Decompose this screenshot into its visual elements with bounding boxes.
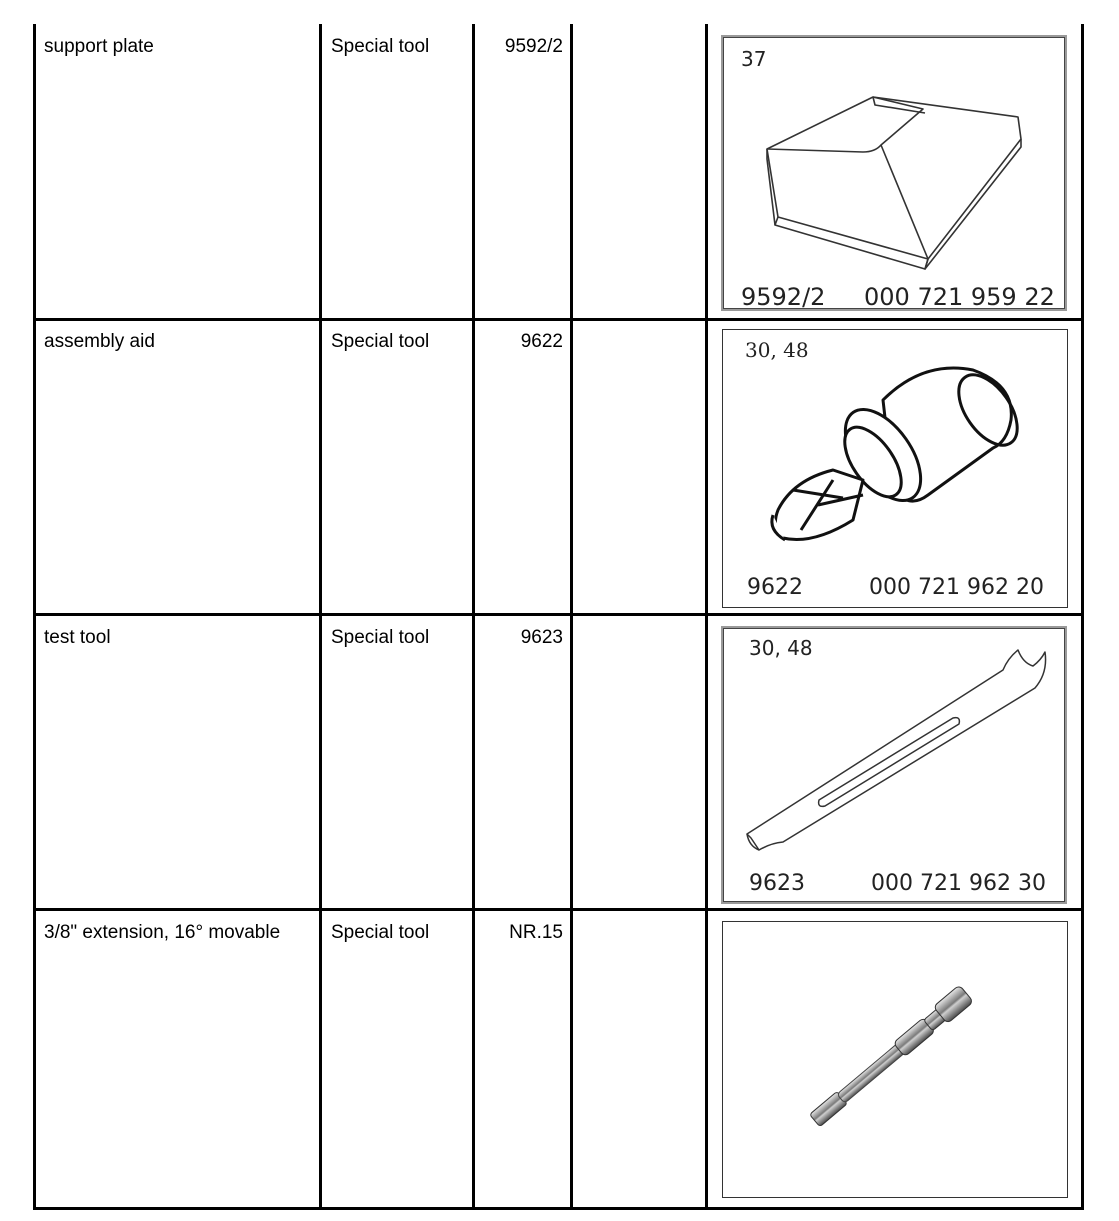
tool-description: test tool <box>44 627 111 648</box>
tool-illustration <box>721 626 1067 904</box>
extension-bar-photo <box>723 922 1067 1197</box>
tool-photo <box>722 921 1068 1198</box>
row-divider <box>33 908 1084 911</box>
tool-description: support plate <box>44 36 154 57</box>
tool-type: Special tool <box>331 922 430 943</box>
illustration-part-number: 000 721 962 20 <box>869 575 1044 600</box>
table-border-right <box>1081 24 1084 1210</box>
table-border-bottom <box>33 1207 1084 1210</box>
tool-illustration <box>721 35 1067 311</box>
tool-number: 9592/2 <box>504 36 563 57</box>
illustration-reference: 37 <box>741 47 767 71</box>
column-divider <box>472 24 475 1210</box>
tool-type: Special tool <box>331 627 430 648</box>
assembly-aid-icon <box>723 330 1067 607</box>
tool-type: Special tool <box>331 331 430 352</box>
illustration-part-number: 000 721 959 22 <box>864 283 1055 311</box>
tool-description: assembly aid <box>44 331 155 352</box>
illustration-reference: 30, 48 <box>745 338 809 362</box>
tool-number: 9623 <box>520 627 563 648</box>
column-divider <box>319 24 322 1210</box>
row-divider <box>33 318 1084 321</box>
tool-number: 9622 <box>520 331 563 352</box>
tool-number: NR.15 <box>509 922 563 943</box>
tool-illustration <box>722 329 1068 608</box>
test-tool-icon <box>723 628 1065 902</box>
column-divider <box>570 24 573 1210</box>
row-divider <box>33 613 1084 616</box>
tool-description: 3/8" extension, 16° movable <box>44 922 281 943</box>
column-divider <box>705 24 708 1210</box>
illustration-tool-code: 9622 <box>747 575 803 600</box>
illustration-part-number: 000 721 962 30 <box>871 871 1046 896</box>
illustration-tool-code: 9592/2 <box>741 283 826 311</box>
illustration-reference: 30, 48 <box>749 636 813 660</box>
support-plate-icon <box>723 37 1065 309</box>
table-border-left <box>33 24 36 1210</box>
illustration-tool-code: 9623 <box>749 871 805 896</box>
tool-type: Special tool <box>331 36 430 57</box>
